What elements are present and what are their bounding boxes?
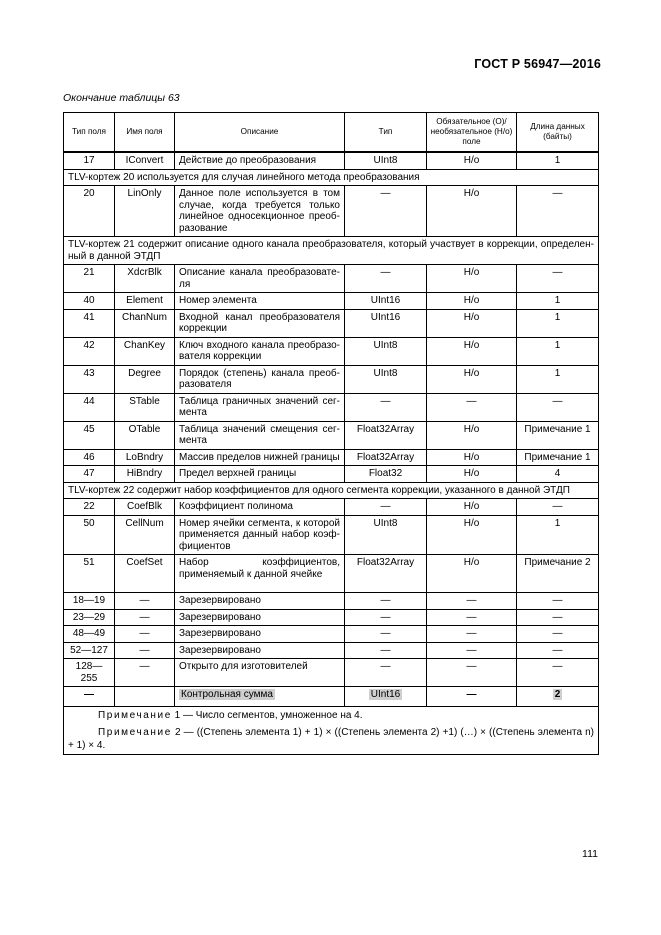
data-type-cell: — (345, 609, 427, 626)
length-cell (517, 687, 599, 707)
field-name-cell (115, 687, 175, 707)
note-label: Примечание (98, 710, 172, 721)
table-row (64, 186, 599, 237)
note (68, 709, 594, 722)
field-type-cell: 46 (64, 449, 115, 466)
field-type-cell: 50 (64, 515, 115, 555)
field-name-cell: HiBndry (115, 466, 175, 483)
description-cell: Действие до преобразования (175, 152, 345, 169)
notes-row (64, 707, 599, 755)
notes-cell (64, 707, 599, 755)
length-cell: — (517, 393, 599, 421)
length-cell: 1 (517, 365, 599, 393)
description-cell: Набор коэффициентов, применяемый к данной ячейке (175, 555, 345, 593)
description-cell: Данное поле используется в том случае, когда требуется только линейное односекционное преобразование (175, 186, 345, 237)
section-row (64, 237, 599, 265)
data-type-cell: — (345, 265, 427, 293)
required-cell: Н/о (427, 515, 517, 555)
note-label: Примечание (98, 727, 172, 738)
section-row (64, 482, 599, 499)
required-cell: Н/о (427, 555, 517, 593)
table-row (64, 659, 599, 687)
field-name-cell: Element (115, 293, 175, 310)
checksum-value: Контрольная сумма (181, 689, 273, 700)
length-cell: 1 (517, 293, 599, 310)
data-type-cell: UInt8 (345, 365, 427, 393)
description-cell: Зарезервировано (175, 593, 345, 610)
required-cell: Н/о (427, 337, 517, 365)
checksum-row (64, 687, 599, 707)
field-name-cell: — (115, 626, 175, 643)
required-cell: Н/о (427, 265, 517, 293)
length-cell: Примечание 1 (517, 449, 599, 466)
field-name-cell: — (115, 609, 175, 626)
description-cell: Открыто для изготовителей (175, 659, 345, 687)
field-name-cell: CoefSet (115, 555, 175, 593)
page-number: 111 (582, 848, 598, 860)
column-header: Имя поля (115, 113, 175, 153)
data-type-cell: UInt8 (345, 515, 427, 555)
required-cell: Н/о (427, 466, 517, 483)
table-row (64, 449, 599, 466)
section-text: TLV-кортеж 21 содержит описание одного канала преобразователя, который участвует в коррекции, определенный в данной ЭТДП (64, 237, 599, 265)
section-text: TLV-кортеж 20 используется для случая линейного метода преобразования (64, 169, 599, 186)
required-cell: — (427, 393, 517, 421)
table-row (64, 365, 599, 393)
column-header: Длина данных (байты) (517, 113, 599, 153)
table-row (64, 309, 599, 337)
length-cell: — (517, 659, 599, 687)
table-row (64, 265, 599, 293)
description-cell: Ключ входного канала преобразователя коррекции (175, 337, 345, 365)
required-cell: Н/о (427, 293, 517, 310)
required-cell: — (427, 609, 517, 626)
data-type-cell: Float32 (345, 466, 427, 483)
field-type-cell: 23—29 (64, 609, 115, 626)
data-type-cell (345, 687, 427, 707)
field-type-cell: 45 (64, 421, 115, 449)
field-name-cell: OTable (115, 421, 175, 449)
field-name-cell: ChanKey (115, 337, 175, 365)
field-type-cell: 41 (64, 309, 115, 337)
section-row (64, 169, 599, 186)
table-caption: Окончание таблицы 63 (63, 92, 180, 104)
field-type-cell: 22 (64, 499, 115, 516)
table-header (64, 113, 599, 153)
column-header: Тип поля (64, 113, 115, 153)
checksum-value: 2 (554, 689, 561, 700)
data-type-cell: UInt8 (345, 152, 427, 169)
length-cell: Примечание 2 (517, 555, 599, 593)
table-row (64, 393, 599, 421)
table-row (64, 337, 599, 365)
table-row (64, 642, 599, 659)
required-cell: — (427, 626, 517, 643)
length-cell: 1 (517, 309, 599, 337)
checksum-value: UInt16 (370, 689, 401, 700)
description-cell: Номер элемента (175, 293, 345, 310)
description-cell: Зарезервировано (175, 609, 345, 626)
length-cell: — (517, 499, 599, 516)
field-type-cell: 52—127 (64, 642, 115, 659)
description-cell: Зарезервировано (175, 626, 345, 643)
length-cell: 1 (517, 515, 599, 555)
description-cell: Таблица граничных значений сегмента (175, 393, 345, 421)
required-cell (427, 687, 517, 707)
column-header: Описание (175, 113, 345, 153)
data-type-cell: UInt16 (345, 293, 427, 310)
spec-table (63, 112, 599, 755)
field-type-cell: 18—19 (64, 593, 115, 610)
data-type-cell: — (345, 642, 427, 659)
description-cell: Коэффициент полинома (175, 499, 345, 516)
field-type-cell: 40 (64, 293, 115, 310)
field-type-cell: 128—255 (64, 659, 115, 687)
table-row (64, 555, 599, 593)
description-cell: Предел верхней границы (175, 466, 345, 483)
field-type-cell: 17 (64, 152, 115, 169)
length-cell: Примечание 1 (517, 421, 599, 449)
table-row (64, 626, 599, 643)
description-cell: Таблица значений смещения сегмента (175, 421, 345, 449)
table-row (64, 466, 599, 483)
field-name-cell: — (115, 659, 175, 687)
field-name-cell: — (115, 642, 175, 659)
length-cell: 4 (517, 466, 599, 483)
field-name-cell: IConvert (115, 152, 175, 169)
data-type-cell: UInt8 (345, 337, 427, 365)
data-type-cell: — (345, 659, 427, 687)
description-cell: Зарезервировано (175, 642, 345, 659)
checksum-value: — (466, 689, 477, 700)
table-row (64, 593, 599, 610)
table-body (64, 152, 599, 755)
checksum-value: — (84, 689, 94, 700)
length-cell: — (517, 642, 599, 659)
description-cell: Порядок (степень) канала преобразователя (175, 365, 345, 393)
required-cell: — (427, 593, 517, 610)
required-cell: Н/о (427, 365, 517, 393)
description-cell: Массив пределов нижней границы (175, 449, 345, 466)
field-type-cell: 21 (64, 265, 115, 293)
field-type-cell: 42 (64, 337, 115, 365)
data-type-cell: — (345, 499, 427, 516)
table-row (64, 515, 599, 555)
field-name-cell: — (115, 593, 175, 610)
field-type-cell: 51 (64, 555, 115, 593)
table-row (64, 609, 599, 626)
required-cell: — (427, 659, 517, 687)
description-cell (175, 687, 345, 707)
data-type-cell: — (345, 626, 427, 643)
field-name-cell: CoefBlk (115, 499, 175, 516)
data-type-cell: — (345, 186, 427, 237)
table-row (64, 421, 599, 449)
required-cell: Н/о (427, 152, 517, 169)
table-row (64, 152, 599, 169)
section-text: TLV-кортеж 22 содержит набор коэффициентов для одного сегмента коррекции, указанного в данной ЭТДП (64, 482, 599, 499)
length-cell: — (517, 626, 599, 643)
required-cell: — (427, 642, 517, 659)
description-cell: Номер ячейки сегмента, к которой применяется данный набор коэффициентов (175, 515, 345, 555)
field-name-cell: Degree (115, 365, 175, 393)
field-name-cell: XdcrBlk (115, 265, 175, 293)
table-row (64, 293, 599, 310)
description-cell: Входной канал преобразователя коррекции (175, 309, 345, 337)
field-type-cell: 43 (64, 365, 115, 393)
field-type-cell: 47 (64, 466, 115, 483)
length-cell: — (517, 186, 599, 237)
column-header: Обязательное (О)/ необязательное (Н/о) поле (427, 113, 517, 153)
note-text: 2 — ((Степень элемента 1) + 1) × ((Степень элемента 2) +1) (…) × ((Степень элемента n) + 1) × 4. (68, 727, 594, 751)
data-type-cell: Float32Array (345, 449, 427, 466)
field-type-cell: 20 (64, 186, 115, 237)
required-cell: Н/о (427, 309, 517, 337)
length-cell: — (517, 593, 599, 610)
field-type-cell: 44 (64, 393, 115, 421)
required-cell: Н/о (427, 186, 517, 237)
field-name-cell: CellNum (115, 515, 175, 555)
field-name-cell: LinOnly (115, 186, 175, 237)
data-type-cell: Float32Array (345, 555, 427, 593)
field-name-cell: LoBndry (115, 449, 175, 466)
description-cell: Описание канала преобразователя (175, 265, 345, 293)
data-type-cell: — (345, 393, 427, 421)
document-header: ГОСТ Р 56947—2016 (474, 57, 601, 71)
required-cell: Н/о (427, 499, 517, 516)
required-cell: Н/о (427, 449, 517, 466)
field-type-cell: 48—49 (64, 626, 115, 643)
note-text: 1 — Число сегментов, умноженное на 4. (171, 710, 363, 721)
field-name-cell: STable (115, 393, 175, 421)
data-type-cell: Float32Array (345, 421, 427, 449)
field-type-cell (64, 687, 115, 707)
note (68, 726, 594, 752)
data-type-cell: UInt16 (345, 309, 427, 337)
length-cell: — (517, 265, 599, 293)
required-cell: Н/о (427, 421, 517, 449)
length-cell: 1 (517, 337, 599, 365)
length-cell: 1 (517, 152, 599, 169)
field-name-cell: ChanNum (115, 309, 175, 337)
column-header: Тип (345, 113, 427, 153)
length-cell: — (517, 609, 599, 626)
data-type-cell: — (345, 593, 427, 610)
table-row (64, 499, 599, 516)
